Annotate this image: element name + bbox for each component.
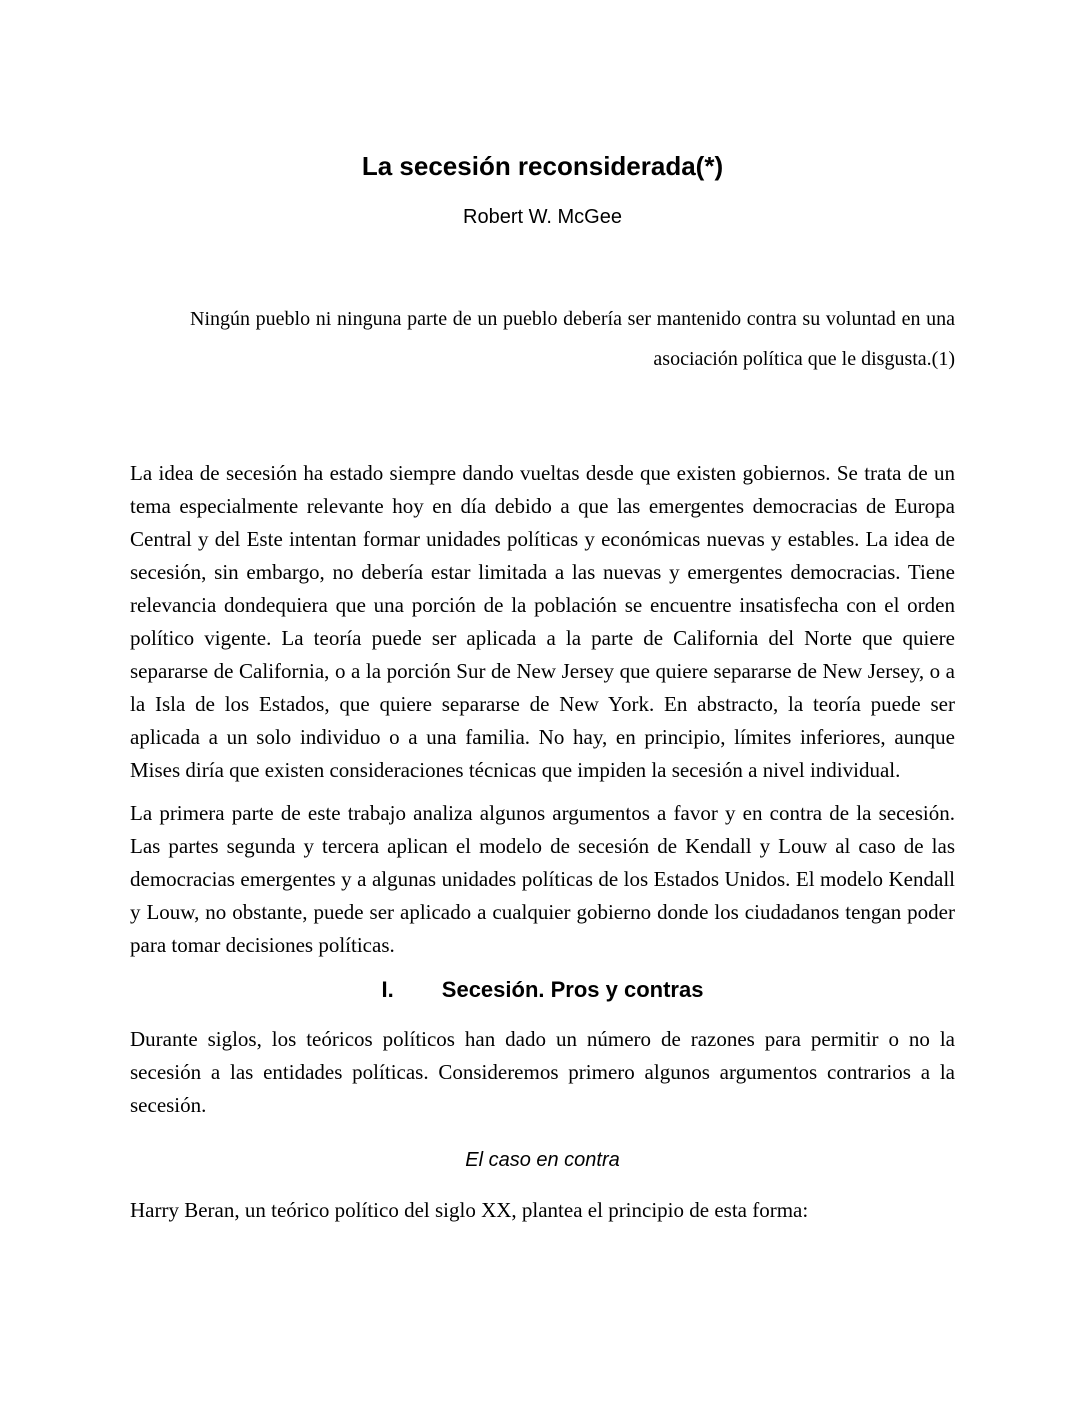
- epigraph-quote: Ningún pueblo ni ninguna parte de un pueblo debería ser mantenido contra su voluntad en una asociación política que le disgusta.(1): [190, 308, 955, 370]
- paragraph-section-lead: Durante siglos, los teóricos políticos han dado un número de razones para permitir o no la secesión a las entidades políticas. Consideremos primero algunos argumentos contrarios a la secesión.: [130, 1027, 955, 1117]
- paragraph-intro-1: La idea de secesión ha estado siempre dando vueltas desde que existen gobiernos. Se trata de un tema especialmente relevante hoy en día debido a que las emergentes democracias de Europa Central y del Este intentan formar unidades políticas y económicas nuevas y estables. La idea de secesión, sin embargo, no debería estar limitada a las nuevas y emergentes democracias. Tiene relevancia dondequiera que una porción de la población se encuentre insatisfecha con el orden político vigente. La teoría puede ser aplicada a la parte de California del Norte que quiere separarse de California, o a la porción Sur de New Jersey que quiere separarse de New Jersey, o a la Isla de los Estados, que quiere separarse de New York. En abstracto, la teoría puede ser aplicada a un solo individuo o a una familia. No hay, en principio, límites inferiores, aunque Mises diría que existen consideraciones técnicas que impiden la secesión a nivel individual.: [130, 461, 955, 782]
- author-byline: Robert W. McGee: [463, 206, 622, 228]
- page-title: La secesión reconsiderada(*): [361, 151, 724, 181]
- section-heading: [130, 976, 955, 1003]
- subsection-heading: El caso en contra: [465, 1149, 620, 1171]
- paragraph-beran-intro: Harry Beran, un teórico político del siglo XX, plantea el principio de esta forma:: [130, 1198, 809, 1222]
- paragraph-intro-2: La primera parte de este trabajo analiza algunos argumentos a favor y en contra de la secesión. Las partes segunda y tercera aplican el modelo de secesión de Kendall y Louw al caso de las democracias emergentes y a algunas unidades políticas de los Estados Unidos. El modelo Kendall y Louw, no obstante, puede ser aplicado a cualquier gobierno donde los ciudadanos tengan poder para tomar decisiones políticas.: [130, 801, 955, 957]
- section-title: Secesión. Pros y contras: [441, 977, 704, 1002]
- section-number: I.: [381, 977, 394, 1002]
